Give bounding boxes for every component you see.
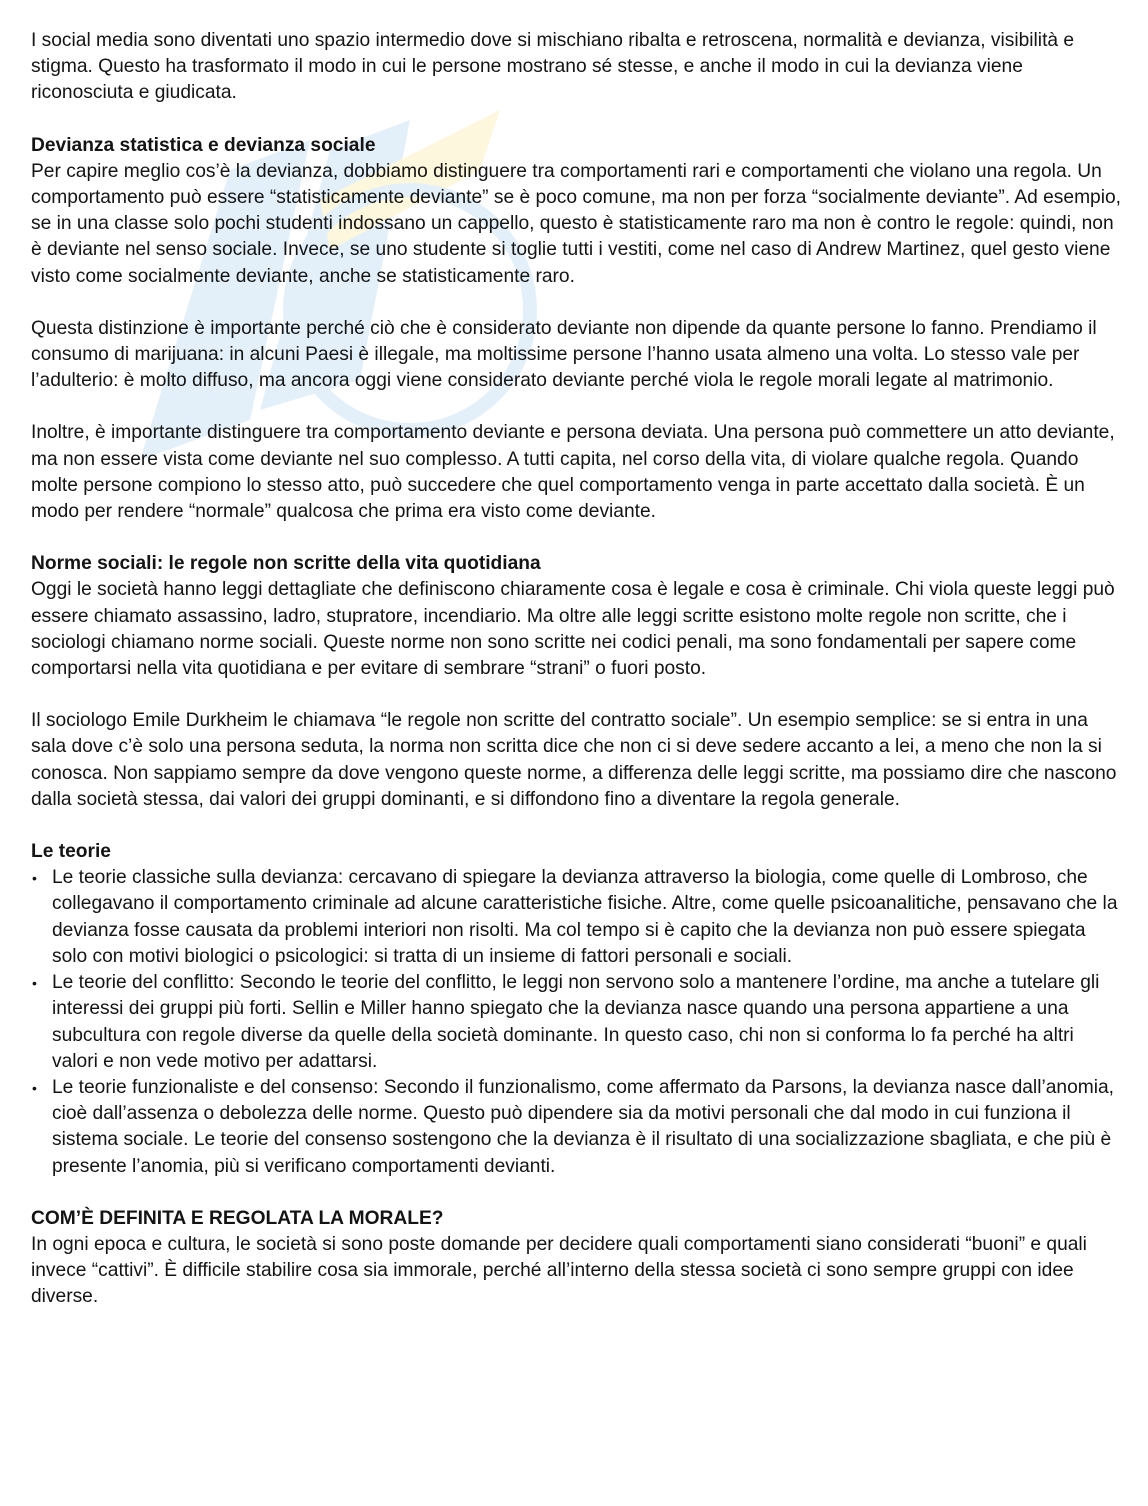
devianza-paragraph-1: Per capire meglio cos’è la devianza, dobbiamo distinguere tra comportamenti rari e comportamenti che violano una regola. Un comportamento può essere “statisticamente deviante” se è poco comune, ma non per forza “socialmente deviante”. Ad esempio, se in una classe solo pochi studenti indossano un cappello, questo è statisticamente raro ma non è contro le regole: quindi, non è deviante nel senso sociale. Invece, se uno studente si toglie tutti i vestiti, come nel caso di Andrew Martinez, quel gesto viene visto come socialmente deviante, anche se statisticamente raro. — [31, 160, 1121, 287]
theory-item-classiche: • Le teorie classiche sulla devianza: cercavano di spiegare la devianza attraverso la biologia, come quelle di Lombroso, che collegavano il comportamento criminale ad alcune caratteristiche fisiche. Altre, come quelle psicoanalitiche, pensavano che la devianza fosse causata da problemi interiori non risolti. Ma col tempo si è capito che la devianza non può essere spiegata solo con motivi biologici o psicologici: si tratta di un insieme di fattori personali e sociali. — [31, 865, 1121, 970]
document-page — [31, 28, 1121, 1311]
devianza-paragraph-2: Questa distinzione è importante perché ciò che è considerato deviante non dipende da quante persone lo fanno. Prendiamo il consumo di marijuana: in alcuni Paesi è illegale, ma moltissime persone l’hanno usata almeno una volta. Lo stesso vale per l’adulterio: è molto diffuso, ma ancora oggi viene considerato deviante perché viola le regole morali legate al matrimonio. — [31, 317, 1097, 392]
norme-paragraph-1: Oggi le società hanno leggi dettagliate che definiscono chiaramente cosa è legale e cosa è criminale. Chi viola queste leggi può essere chiamato assassino, ladro, stupratore, incendiario. Ma oltre alle leggi scritte esistono molte regole non scritte, che i sociologi chiamano norme sociali. Queste norme non sono scritte nei codici penali, ma sono fondamentali per sapere come comportarsi nella vita quotidiana e per evitare di sembrare “strani” o fuori posto. — [31, 579, 1115, 680]
norme-paragraph-2: Il sociologo Emile Durkheim le chiamava “le regole non scritte del contratto sociale”. Un esempio semplice: se si entra in una sala dove c’è solo una persona seduta, la norma non scritta dice che non ci si deve sedere accanto a lei, a meno che non la si conosca. Non sappiamo sempre da dove vengono queste norme, a differenza delle leggi scritte, ma possiamo dire che nascono dalla società stessa, dai valori dei gruppi dominanti, e si diffondono fino a diventare la regola generale. — [31, 710, 1117, 810]
theories-list — [31, 865, 1121, 1179]
intro-paragraph: I social media sono diventati uno spazio intermedio dove si mischiano ribalta e retroscena, normalità e devianza, visibilità e stigma. Questo ha trasformato il modo in cui le persone mostrano sé stesse, e anche il modo in cui la devianza viene riconosciuta e giudicata. — [31, 30, 1075, 104]
theory-item-funzionaliste: • Le teorie funzionaliste e del consenso: Secondo il funzionalismo, come affermato da Parsons, la devianza nasce dall’anomia, cioè dall’assenza o debolezza delle norme. Questo può dipendere sia da motivi personali che dal modo in cui funziona il sistema sociale. Le teorie del consenso sostengono che la devianza è il risultato di una socializzazione sbagliata, e che più è presente l’anomia, più si verificano comportamenti devianti. — [31, 1075, 1121, 1180]
morale-paragraph: In ogni epoca e cultura, le società si sono poste domande per decidere quali comportamenti siano considerati “buoni” e quali invece “cattivi”. È difficile stabilire cosa sia immorale, perché all’interno della stessa società ci sono sempre gruppi con idee diverse. — [31, 1233, 1087, 1308]
section-heading-morale: COM’È DEFINITA E REGOLATA LA MORALE? — [31, 1207, 444, 1229]
section-heading-teorie: Le teorie — [31, 841, 111, 863]
section-heading-devianza: Devianza statistica e devianza sociale — [31, 134, 376, 156]
theory-item-conflitto: • Le teorie del conflitto: Secondo le teorie del conflitto, le leggi non servono solo a mantenere l’ordine, ma anche a tutelare gli interessi dei gruppi più forti. Sellin e Miller hanno spiegato che la devianza nasce quando una persona appartiene a una subcultura con regole diverse da quelle della società dominante. In questo caso, chi non si conforma lo fa perché ha altri valori e non vede motivo per adattarsi. — [31, 970, 1121, 1075]
devianza-paragraph-3: Inoltre, è importante distinguere tra comportamento deviante e persona deviata. Una persona può commettere un atto deviante, ma non essere vista come deviante nel suo complesso. A tutti capita, nel corso della vita, di violare qualche regola. Quando molte persone compiono lo stesso atto, può succedere che quel comportamento venga in parte accettato dalla società. È un modo per rendere “normale” qualcosa che prima era visto come deviante. — [31, 422, 1115, 523]
section-heading-norme: Norme sociali: le regole non scritte della vita quotidiana — [31, 553, 541, 575]
